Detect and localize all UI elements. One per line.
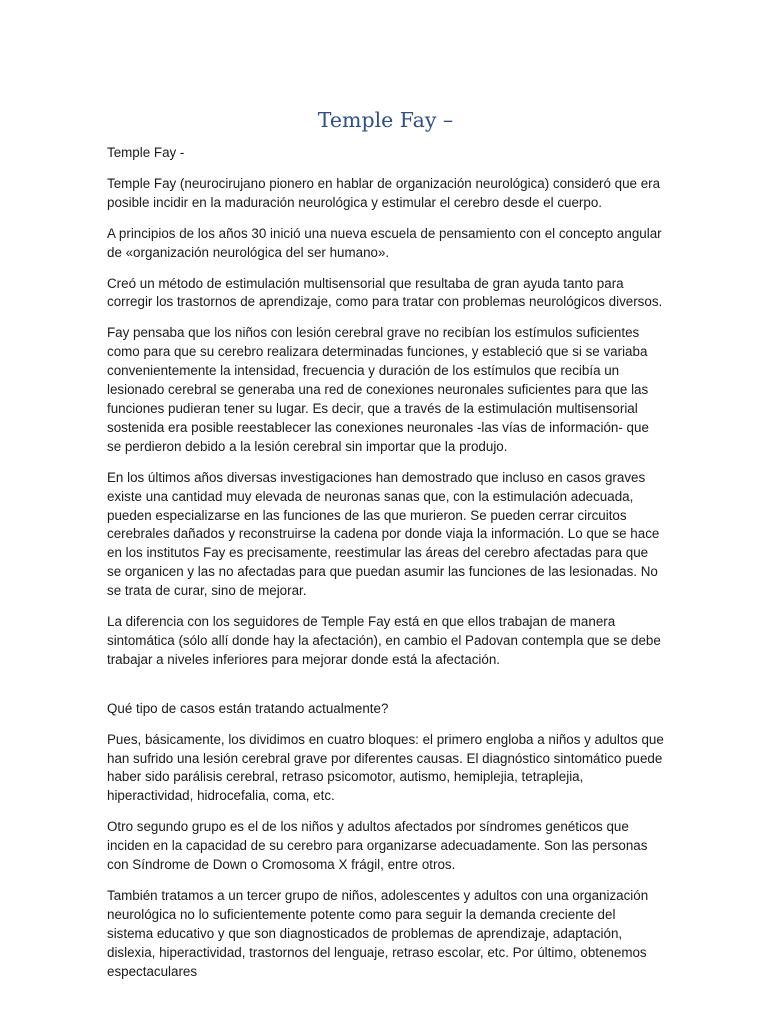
paragraph-research: En los últimos años diversas investigaciones han demostrado que incluso en casos graves existe una cantidad muy elevada de neuronas sanas que, con la estimulación adecuada, pueden especializarse en las funciones de las que murieron. Se pueden cerrar circuitos cerebrales dañados y reconstruirse la cadena por donde viaja la información. Lo que se hace en los institutos Fay es precisamente, reestimular las áreas del cerebro afectadas para que se organicen y las no afectadas para que puedan asumir las funciones de las lesionadas. No se trata de curar, sino de mejorar. — [107, 469, 660, 599]
paragraph-theory: Fay pensaba que los niños con lesión cerebral grave no recibían los estímulos suficientes como para que su cerebro realizara determinadas funciones, y estableció que si se variaba convenientemente la intensidad, frecuencia y duración de los estímulos que recibía un lesionado cerebral se generaba una red de conexiones neuronales suficientes para que las funciones pudieran tener su lugar. Es decir, que a través de la estimulación multisensorial sostenida era posible reestablecer las conexiones neuronales -las vías de información- que se perdieron debido a la lesión cerebral sin importar que la produjo. — [107, 325, 649, 454]
paragraph-method: Creó un método de estimulación multisensorial que resultaba de gran ayuda tanto para corregir los trastornos de aprendizaje, como para tratar con problemas neurológicos diversos. — [107, 275, 663, 310]
paragraph-question: Qué tipo de casos están tratando actualmente? — [107, 700, 389, 716]
document-title: Temple Fay – — [317, 108, 454, 132]
paragraph-intro: Temple Fay (neurocirujano pionero en hablar de organización neurológica) consideró que era posible incidir en la maduración neurológica y estimular el cerebro desde el cuerpo. — [107, 175, 661, 210]
paragraph-history: A principios de los años 30 inició una nueva escuela de pensamiento con el concepto angular de «organización neurológica del ser humano». — [107, 225, 662, 260]
paragraph-group-one: Pues, básicamente, los dividimos en cuatro bloques: el primero engloba a niños y adultos que han sufrido una lesión cerebral grave por diferentes causas. El diagnóstico sintomático puede haber sido parálisis cerebral, retraso psicomotor, autismo, hemiplejia, tetraplejia, hiperactividad, hidrocefalia, coma, etc. — [107, 731, 664, 804]
paragraph-heading: Temple Fay - — [107, 145, 185, 160]
paragraph-group-three: También tratamos a un tercer grupo de niños, adolescentes y adultos con una organización neurológica no lo suficientemente potente como para seguir la demanda creciente del sistema educativo y que son diagnosticados de problemas de aprendizaje, adaptación, dislexia, hiperactividad, trastornos del lenguaje, retraso escolar, etc. Por último, obtenemos espectaculares — [107, 888, 649, 979]
paragraph-group-two: Otro segundo grupo es el de los niños y adultos afectados por síndromes genéticos que inciden en la capacidad de su cerebro para organizarse adecuadamente. Son las personas con Síndrome de Down o Cromosoma X frágil, entre otros. — [107, 819, 648, 873]
paragraph-difference: La diferencia con los seguidores de Temple Fay está en que ellos trabajan de manera sintomática (sólo allí donde hay la afectación), en cambio el Padovan contempla que se debe trabajar a niveles inferiores para mejorar donde está la afectación. — [107, 614, 661, 667]
